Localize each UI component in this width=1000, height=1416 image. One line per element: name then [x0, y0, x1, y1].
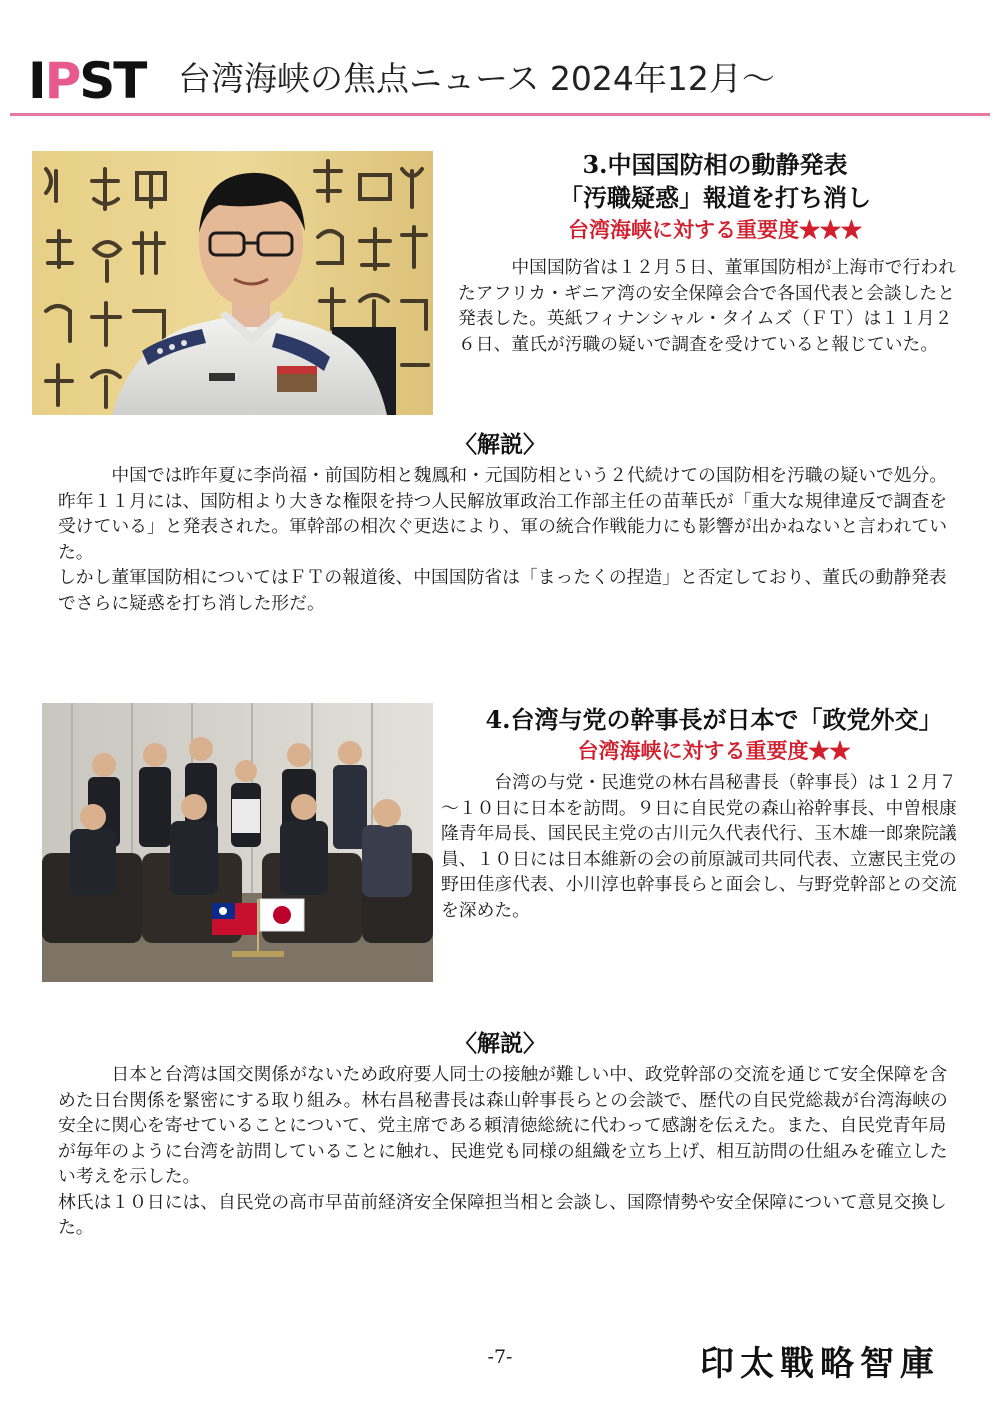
- article-4-body: [441, 770, 971, 923]
- article-3-commentary-paragraph-2: しかし董軍国防相についてはＦＴの報道後、中国国防省は「まったくの捏造」と否定しており、董氏の動静発表でさらに疑惑を打ち消した形だ。: [58, 567, 947, 614]
- article-3-title-line-1: 3.中国国防相の動静発表: [582, 150, 848, 179]
- article-4-commentary: [58, 1062, 948, 1241]
- article-4-title: 4.台湾与党の幹事長が日本で「政党外交」: [485, 705, 943, 734]
- article-4-body-paragraph: 台湾の与党・民進党の林右昌秘書長（幹事長）は１２月７～１０日に日本を訪問。９日に自民党の森山裕幹事長、中曽根康隆青年局長、国民民主党の古川元久代表代行、玉木雄一郎衆院議員、１０日には日本維新の会の前原誠司共同代表、立憲民主党の野田佳彦代表、小川淳也幹事長らと面会し、与野党幹部との交流を深めた。: [441, 772, 957, 921]
- article-3-body-paragraph: 中国国防省は１２月５日、董軍国防相が上海市で行われたアフリカ・ギニア湾の安全保障会合で各国代表と会談したと発表した。英紙フィナンシャル・タイムズ（ＦＴ）は１１月２６日、董氏が汚職の疑いで調査を受けていると報じていた。: [458, 257, 956, 355]
- article-3-importance-rating: 台湾海峡に対する重要度★★★: [568, 217, 862, 242]
- header-divider: [10, 113, 990, 116]
- article-3-title-line-2: 「汚職疑惑」報道を打ち消し: [559, 183, 871, 212]
- article-4-importance-rating: 台湾海峡に対する重要度★★: [577, 738, 851, 763]
- article-4-photo: [42, 703, 433, 982]
- page-number: -7-: [487, 1346, 513, 1368]
- article-4-commentary-heading: 〈解説〉: [454, 1030, 546, 1057]
- article-3-commentary-paragraph-1: 中国では昨年夏に李尚福・前国防相と魏鳳和・元国防相という２代続けての国防相を汚職の疑いで処分。昨年１１月には、国防相より大きな権限を持つ人民解放軍政治工作部主任の苗華氏が「重大な規律違反で調査を受けている」と発表された。軍幹部の相次ぐ更迭により、軍の統合作戦能力にも影響が出かねないと言われていた。: [58, 465, 948, 563]
- article-4-commentary-paragraph-1: 日本と台湾は国交関係がないため政府要人同士の接触が難しい中、政党幹部の交流を通じて安全保障を含めた日台関係を緊密にする取り組み。林右昌秘書長は森山幹事長らとの会談で、歴代の自民党総裁が台湾海峡の安全に関心を寄せていることについて、党主席である頼清徳総統に代わって感謝を伝えた。また、自民党青年局が毎年のように台湾を訪問していることに触れ、民進党も同様の組織を立ち上げ、相互訪問の仕組みを確立したい考えを示した。: [58, 1064, 948, 1187]
- article-3-commentary: [58, 463, 962, 616]
- article-4-commentary-paragraph-2: 林氏は１０日には、自民党の高市早苗前経済安全保障担当相と会談し、国際情勢や安全保障について意見交換した。: [58, 1191, 947, 1238]
- logo-letter-p: P: [44, 52, 80, 110]
- logo-letters-st: ST: [79, 52, 146, 110]
- article-3-photo: [32, 151, 433, 415]
- ipst-logo: [28, 52, 146, 110]
- page-header-title: 台湾海峡の焦点ニュース 2024年12月～: [178, 59, 775, 98]
- article-3-commentary-heading: 〈解説〉: [454, 431, 546, 458]
- publisher-brand: 印太戰略智庫: [700, 1344, 940, 1384]
- logo-letter-i: I: [28, 52, 45, 110]
- article-3-body: [458, 255, 968, 357]
